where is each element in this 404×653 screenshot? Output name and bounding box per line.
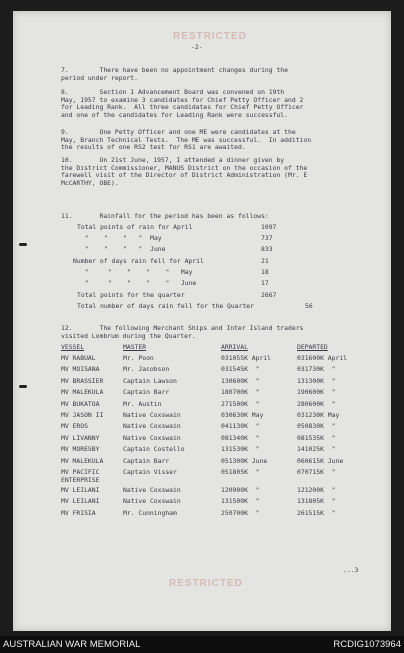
ships-cell: 070715K " xyxy=(297,468,336,476)
rainfall-label: Total number of days rain fell for the Quarter xyxy=(77,302,254,310)
rainfall-label: " " " " June xyxy=(77,245,166,253)
p12-line: visited Lombrum during the Quarter. xyxy=(61,331,196,340)
ships-cell: MV EROS xyxy=(61,422,88,431)
rainfall-label: Number of days rain fell for April xyxy=(73,257,204,265)
rainfall-value: 737 xyxy=(261,234,273,242)
p9-line: May, Branch Technical Tests. The ME was successful. In addition xyxy=(61,135,312,144)
ships-cell: 031600K April xyxy=(297,354,348,362)
ships-cell: 050830K " xyxy=(297,422,336,431)
ships-cell: MV MORESBY xyxy=(61,445,100,454)
p10-line: 10. On 21st June, 1957, I attended a dinner given by xyxy=(61,156,285,164)
ships-cell: Mr. Cunningham xyxy=(123,508,177,517)
ships-cell: Captain Barr xyxy=(123,456,170,465)
ships-cell: MV MALEKULA xyxy=(61,456,104,465)
ships-cell: MV LEILANI xyxy=(61,486,100,494)
rainfall-value: 21 xyxy=(261,257,269,265)
ships-cell: Mr. Poon xyxy=(123,354,154,362)
rainfall-label: " " " " " May xyxy=(77,268,193,276)
p7-line: 7. There have been no appointment changes during the xyxy=(61,66,289,74)
rainfall-value: 18 xyxy=(261,268,269,276)
p8-line: May, 1957 to examine 3 candidates for Chief Petty Officer and 2 xyxy=(61,95,304,104)
ships-cell: Captain Costello xyxy=(123,445,185,454)
ships-cell: 031230K May xyxy=(297,411,340,419)
archive-caption-bar xyxy=(0,636,404,653)
ships-cell: MV LIVANNY xyxy=(61,433,100,442)
ships-cell: MV RABUAL xyxy=(61,354,96,362)
ships-cell: Captain Lawson xyxy=(123,376,177,385)
restricted-stamp-bottom: RESTRICTED xyxy=(169,578,243,589)
ships-cell: Captain Visser xyxy=(123,468,177,476)
ships-cell: 041130K " xyxy=(221,422,260,431)
p8-line: 8. Section 1 Advancement Board was convened on 19th xyxy=(61,88,285,96)
ships-cell: Mr. Austin xyxy=(123,399,162,408)
ships-header-arrival: ARRIVAL xyxy=(221,343,248,351)
p10-line: the District Commissioner, MANUS District on the occasion of the xyxy=(61,163,308,172)
ships-cell: MV JASON II xyxy=(61,411,104,419)
ships-cell: 081535K " xyxy=(297,433,336,442)
ships-header-master: MASTER xyxy=(123,343,147,351)
ships-cell: 060615K June xyxy=(297,456,344,465)
document-page xyxy=(13,11,391,631)
ships-cell: 131805K " xyxy=(297,497,336,506)
ships-cell: 250700K " xyxy=(221,508,260,517)
p10-line: farewell visit of the Director of District Administration (Mr. E xyxy=(61,171,308,180)
punch-hole-bottom xyxy=(19,385,27,388)
ships-cell: Captain Barr xyxy=(123,388,170,397)
ships-cell: 031545K " xyxy=(221,365,260,374)
p8-line: for Leading Rank. All three candidates for Chief Petty Officer xyxy=(61,103,304,112)
ships-cell: 131500K " xyxy=(221,497,260,506)
ships-cell: Native Coxswain xyxy=(123,433,181,442)
p8-line: and one of the candidates for Leading Rank were successful. xyxy=(61,110,289,119)
page-number: -2- xyxy=(191,43,203,51)
ships-cell: 271500K " xyxy=(221,399,260,408)
ships-cell: 141025K " xyxy=(297,445,336,454)
ships-cell: 051805K " xyxy=(221,468,260,476)
ships-cell: 051300K June xyxy=(221,456,268,465)
ships-header-vessel: VESSEL xyxy=(61,343,85,351)
ships-cell: Native Coxswain xyxy=(123,422,181,431)
rainfall-label: Total points of rain for April xyxy=(77,223,193,231)
ships-cell: MV BRASSIER xyxy=(61,376,104,385)
ships-cell: MV FRISIA xyxy=(61,508,96,517)
ships-cell: 120900K " xyxy=(221,486,260,494)
ships-cell: MV BUKATOA xyxy=(61,399,100,408)
p7-line: period under report. xyxy=(61,73,138,82)
archive-name: AUSTRALIAN WAR MEMORIAL xyxy=(3,639,141,650)
rainfall-value: 17 xyxy=(261,279,269,287)
ships-cell: 190600K " xyxy=(297,388,336,397)
rainfall-value: 833 xyxy=(261,245,273,253)
ships-cell: Native Coxswain xyxy=(123,411,181,419)
rainfall-label: Total points for the quarter xyxy=(77,291,185,299)
punch-hole-top xyxy=(19,243,27,246)
rainfall-value: 56 xyxy=(305,302,313,310)
restricted-stamp-top: RESTRICTED xyxy=(173,31,247,42)
ships-cell: 261515K " xyxy=(297,508,336,517)
ships-cell: 081340K " xyxy=(221,433,260,442)
p9-line: the results of one RS2 test for RS1 are awaited. xyxy=(61,143,246,152)
ships-cell: MV PACIFIC ENTERPRISE xyxy=(61,468,100,484)
ships-cell: 031730K " xyxy=(297,365,336,374)
ships-header-departed: DEPARTED xyxy=(297,343,328,351)
ships-cell: 121200K " xyxy=(297,486,336,494)
ships-cell: 280600K " xyxy=(297,399,336,408)
continuation-mark: ...3 xyxy=(343,566,359,574)
ships-cell: MV MOISANA xyxy=(61,365,100,374)
ships-cell: Native Coxswain xyxy=(123,486,181,494)
ships-cell: 130600K " xyxy=(221,376,260,385)
ships-cell: Native Coxswain xyxy=(123,497,181,506)
ships-cell: 131300K " xyxy=(297,376,336,385)
ships-cell: 031055K April xyxy=(221,354,272,362)
ships-cell: 180700K " xyxy=(221,388,260,397)
rainfall-value: 1097 xyxy=(261,223,277,231)
paragraph-11-heading: 11. Rainfall for the period has been as follows: xyxy=(61,212,269,220)
rainfall-label: " " " " " June xyxy=(77,279,197,287)
p12-line: 12. The following Merchant Ships and Inter Island traders xyxy=(61,324,304,332)
ships-cell: MV LEILANI xyxy=(61,497,100,506)
p9-line: 9. One Petty Officer and one ME were candidates at the xyxy=(61,128,296,136)
ships-cell: Mr. Jacobson xyxy=(123,365,170,374)
rainfall-value: 2667 xyxy=(261,291,277,299)
rainfall-label: " " " " May xyxy=(77,234,162,242)
ships-cell: 131530K " xyxy=(221,445,260,454)
ships-cell: MV MALEKULA xyxy=(61,388,104,397)
ships-cell: 030630K May xyxy=(221,411,264,419)
record-id: RCDIG1073964 xyxy=(333,639,401,650)
p10-line: McCARTHY, OBE). xyxy=(61,178,119,187)
